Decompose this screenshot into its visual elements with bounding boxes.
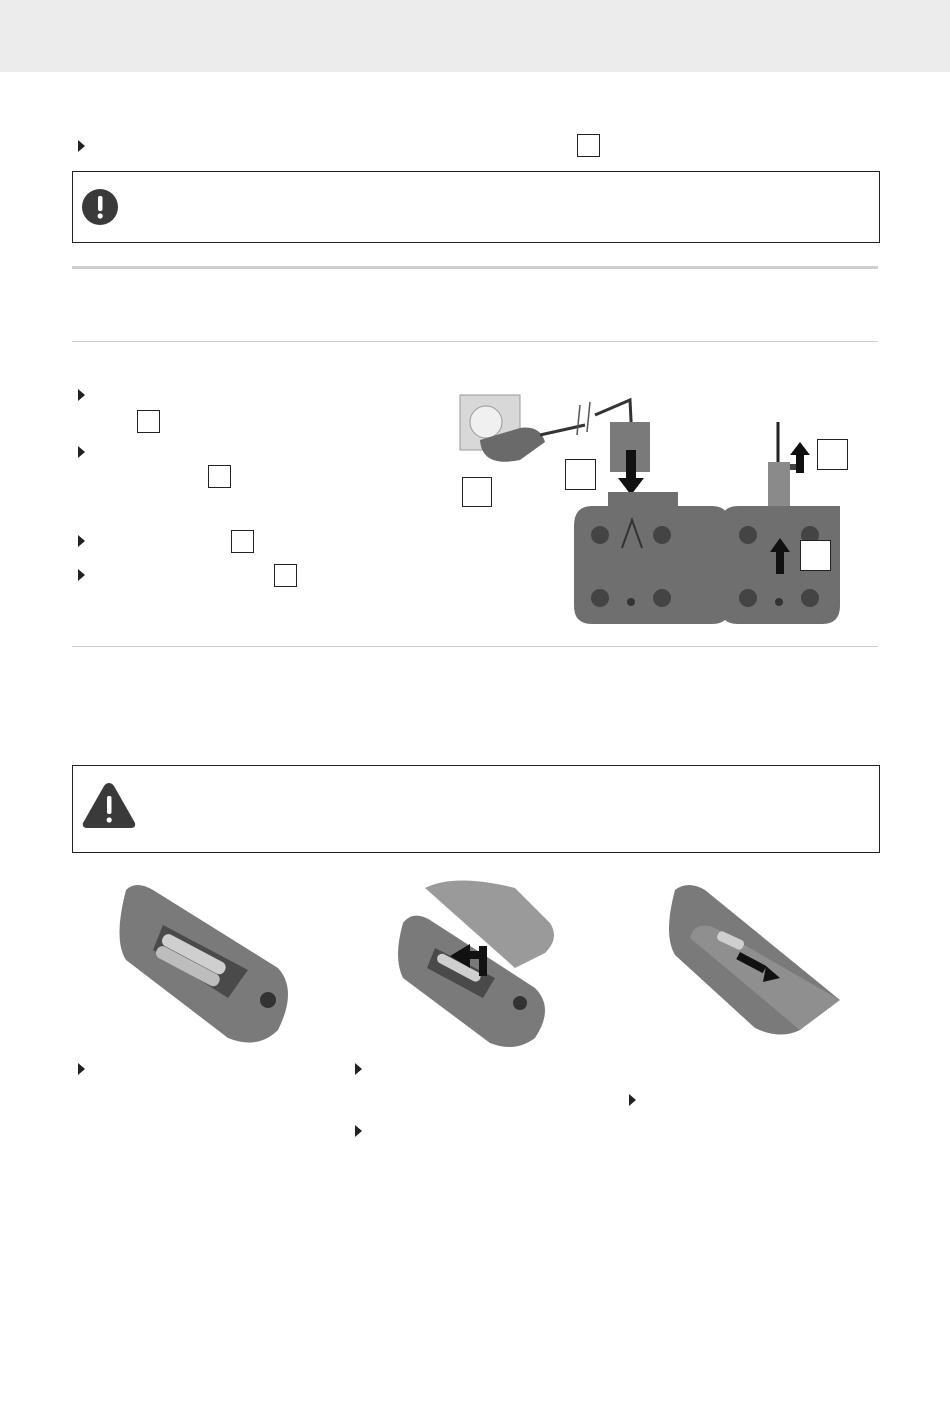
battery-step-bullet-1 (78, 1063, 85, 1075)
section-divider-2 (72, 646, 878, 647)
section-rule (72, 266, 878, 269)
exclamation-circle-icon (82, 189, 118, 225)
charger-callout-3 (231, 530, 254, 553)
charger-connection-illustration (450, 380, 850, 630)
charger-callout-4 (274, 564, 297, 587)
page-header-band (0, 0, 950, 72)
charger-callout-1 (137, 410, 160, 433)
charger-step-bullet-3 (78, 535, 85, 547)
section-divider (72, 341, 878, 342)
charger-step-bullet-4 (78, 569, 85, 581)
figure-callout-3 (817, 439, 848, 470)
figure-callout-4 (800, 540, 831, 571)
battery-compartment-figure (108, 880, 298, 1050)
battery-step-bullet-2 (355, 1063, 362, 1075)
warning-notice (72, 765, 880, 853)
charger-callout-2 (208, 465, 231, 488)
warning-triangle-icon (82, 781, 136, 829)
charger-step-bullet-1 (78, 389, 85, 401)
battery-insert-figure (395, 878, 595, 1053)
step-number-box (577, 134, 600, 157)
step-bullet (78, 140, 85, 152)
charger-step-bullet-2 (78, 446, 85, 458)
battery-step-bullet-3 (629, 1094, 636, 1106)
battery-step-bullet-4 (355, 1125, 362, 1137)
figure-callout-2 (565, 459, 596, 490)
battery-cover-figure (660, 880, 850, 1040)
info-notice (72, 171, 880, 243)
figure-callout-1 (462, 477, 492, 507)
